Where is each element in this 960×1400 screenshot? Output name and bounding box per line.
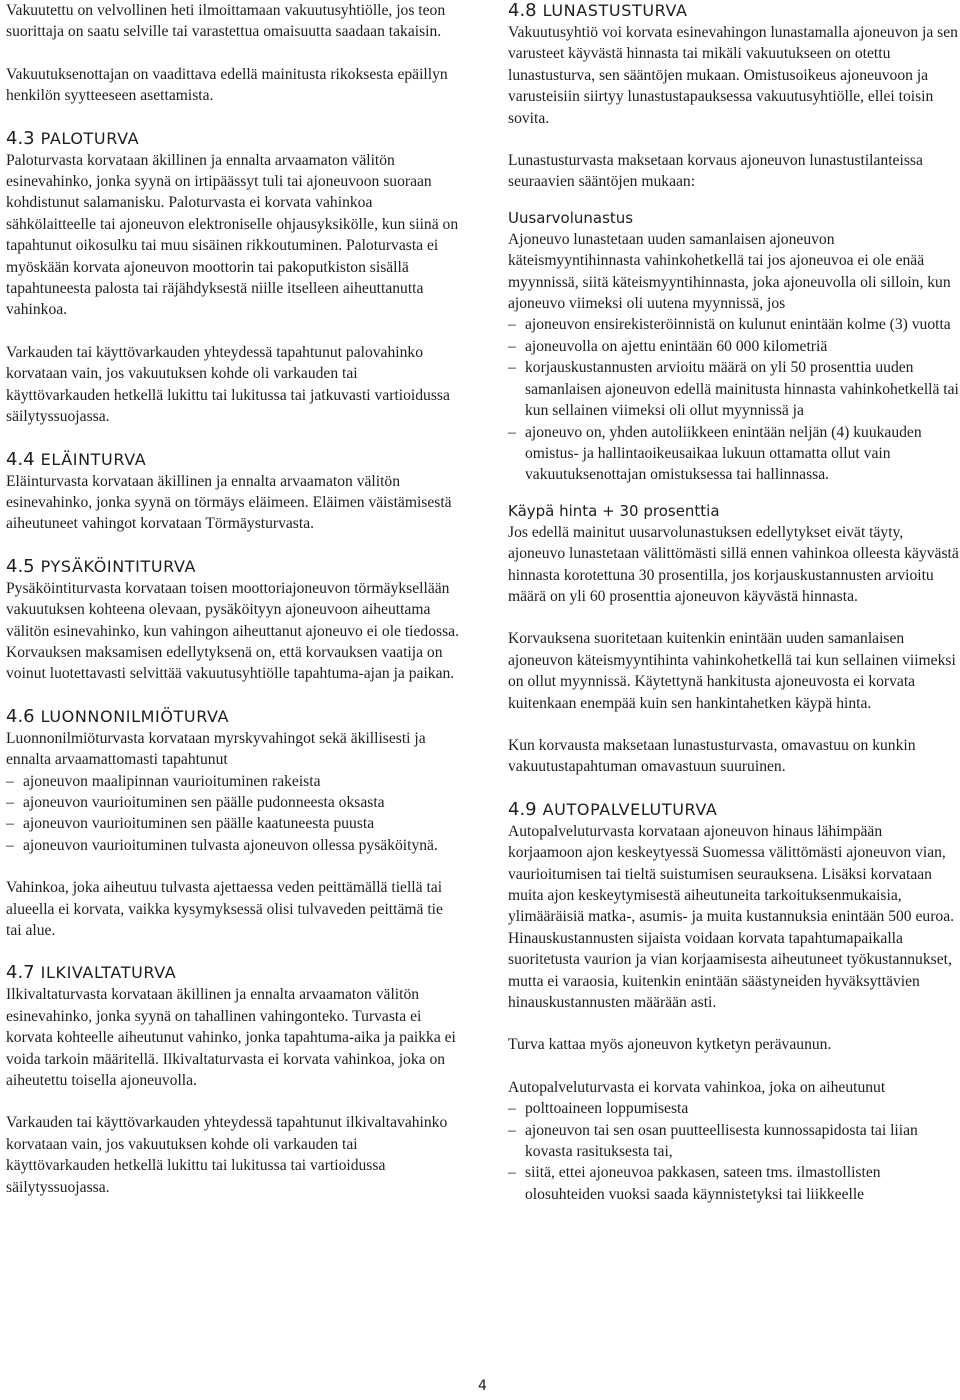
list-item: – korjauskustannusten arvioitu määrä on yli 50 prosenttia uuden samanlaisen ajoneuvon edellä mainitusta hinnasta vahinkohetkellä tai kun sellainen viimeksi oli ollut myynnissä ja xyxy=(508,357,960,421)
page-number: 4 xyxy=(478,1378,487,1394)
intro-paragraph-2: Vakuutuksenottajan on vaadittava edellä mainitusta rikoksesta epäillyn henkilön syytteeseen asettamista. xyxy=(6,65,448,105)
section-heading-4-6 xyxy=(6,706,461,728)
list-item: – ajoneuvon vaurioituminen tulvasta ajoneuvon ollessa pysäköitynä. xyxy=(6,835,461,856)
subheading-uusarvolunastus: Uusarvolunastus xyxy=(508,208,634,227)
section-heading-4-8 xyxy=(508,0,960,22)
section-number: 4.8 xyxy=(508,0,537,21)
uusarvolunastus-intro: Ajoneuvo lunastetaan uuden samanlaisen ajoneuvon käteismyyntihinnasta vahinkohetkellä tai jos ajoneuvoa ei ole enää myynnissä, siitä käteismyyntihinnasta, joka ajoneuvolla oli silloin, kun ajoneuvo viimeksi oli uutena myynnissä, jos xyxy=(508,230,951,313)
left-column xyxy=(6,0,461,1198)
section-number: 4.4 xyxy=(6,448,35,470)
list-item: – siitä, ettei ajoneuvoa pakkasen, sateen tms. ilmastollisten olosuhteiden vuoksi saada käynnistetyksi tai liikkeelle xyxy=(508,1162,960,1205)
section-4-9-list xyxy=(508,1098,960,1205)
list-item: – ajoneuvon maalipinnan vaurioituminen rakeista xyxy=(6,771,461,792)
right-column xyxy=(508,0,960,1205)
section-4-9-paragraph-3: Autopalveluturvasta ei korvata vahinkoa, joka on aiheutunut xyxy=(508,1078,886,1096)
section-4-8-paragraph-1: Vakuutusyhtiö voi korvata esinevahingon lunastamalla ajoneuvon ja sen varusteet käyvästä hinnasta tai mikäli vakuutukseen on otettu lunastusturva, sen sääntöjen mukaan. Omistusoikeus ajoneuvoon ja varusteisiin siirtyy lunastustapauksessa vakuutusyhtiölle, ellei toisin sovita. xyxy=(508,24,958,127)
section-title: PYSÄKÖINTITURVA xyxy=(40,556,197,576)
section-title: PALOTURVA xyxy=(40,128,140,148)
list-item: – ajoneuvon tai sen osan puutteellisesta kunnossapidosta tai liian kovasta rasituksesta tai, xyxy=(508,1120,960,1163)
list-item: – ajoneuvolla on ajettu enintään 60 000 kilometriä xyxy=(508,336,960,357)
section-4-6-list xyxy=(6,771,461,857)
list-item: – ajoneuvon ensirekisteröinnistä on kulunut enintään kolme (3) vuotta xyxy=(508,314,960,335)
section-title: ELÄINTURVA xyxy=(40,449,147,469)
section-title: AUTOPALVELUTURVA xyxy=(542,799,718,819)
section-title: ILKIVALTATURVA xyxy=(40,963,177,983)
intro-paragraph-1: Vakuutettu on velvollinen heti ilmoittamaan vakuutusyhtiölle, jos teon suorittaja on saatu selville tai varastettua omaisuutta saadaan takaisin. xyxy=(6,2,446,41)
section-4-8-paragraph-2: Lunastusturvasta maksetaan korvaus ajoneuvon lunastustilanteissa seuraavien sääntöjen mukaan: xyxy=(508,152,923,191)
section-4-6-intro: Luonnonilmiöturvasta korvataan myrskyvahingot sekä äkillisesti ja ennalta arvaamattomasti tapahtunut xyxy=(6,729,426,769)
kaypa-hinta-paragraph-3: Kun korvausta maksetaan lunastusturvasta, omavastuu on kunkin vakuutustapahtuman omavastuun suuruinen. xyxy=(508,736,916,776)
section-4-7-paragraph-2: Varkauden tai käyttövarkauden yhteydessä tapahtunut ilkivaltavahinko korvataan vain, jos vakuutuksen kohde oli varkauden tai käyttövarkauden hetkellä lukittu tai lukitussa tai vartioidussa säilytyssuojassa. xyxy=(6,1114,448,1196)
section-4-6-paragraph-2: Vahinkoa, joka aiheutuu tulvasta ajettaessa veden peittämällä tiellä tai alueella ei korvata, vaikka kysymyksessä olisi tulvaveden peittämä tie tai alue. xyxy=(6,879,443,939)
section-4-5-paragraph-1: Pysäköintiturvasta korvataan toisen moottoriajoneuvon törmäyksellään vakuutuksen kohteena olevaan, pysäköityyn ajoneuvoon aiheuttama välitön esinevahinko, kun vahingon aiheuttanut ajoneuvo ei ole tiedossa. Korvauksen maksamisen edellytyksenä on, että korvauksen vaatija on voinut luotettavasti selvittää vakuutusyhtiölle tapahtuma-ajan ja paikan. xyxy=(6,579,459,683)
section-heading-4-3 xyxy=(6,128,461,150)
section-heading-4-7 xyxy=(6,962,461,984)
kaypa-hinta-paragraph-2: Korvauksena suoritetaan kuitenkin enintään uuden samanlaisen ajoneuvon käteismyyntihinta vahinkohetkellä tai kun sellainen viimeksi on ollut myynnissä. Käytettynä hankitusta ajoneuvosta ei korvata kuitenkaan enempää kuin sen hankintahetken käypä hinta. xyxy=(508,630,956,712)
section-number: 4.3 xyxy=(6,127,35,149)
list-item: – ajoneuvo on, yhden autoliikkeen enintään neljän (4) kuukauden omistus- ja hallintaoikeusaikaa lukuun ottamatta ollut vain vakuutuksenottajan omistuksessa tai hallinnassa. xyxy=(508,422,960,486)
section-title: LUNASTUSTURVA xyxy=(542,1,688,20)
section-4-7-paragraph-1: Ilkivaltaturvasta korvataan äkillinen ja ennalta arvaamaton välitön esinevahinko, jonka syynä on tahallinen vahingonteko. Turvasta ei korvata kohteelle aiheutunut vahinko, jonka tapahtuma-aika ja paikka ei voida tarkoin määritellä. Ilkivaltaturvasta ei korvata vahinkoa, joka on aiheutettu toisella ajoneuvolla. xyxy=(6,986,456,1090)
section-number: 4.6 xyxy=(6,705,35,727)
section-4-9-paragraph-2: Turva kattaa myös ajoneuvon kytketyn perävaunun. xyxy=(508,1036,832,1054)
section-number: 4.9 xyxy=(508,798,537,820)
section-number: 4.5 xyxy=(6,555,35,577)
kaypa-hinta-paragraph-1: Jos edellä mainitut uusarvolunastuksen edellytykset eivät täyty, ajoneuvo lunastetaan välittömästi sillä ennen vahinkoa olleesta käyvästä hinnasta korotettuna 30 prosentilla, jos korjauskustannusten arvioitu määrä on yli 60 prosenttia ajoneuvon käyvästä hinnasta. xyxy=(508,523,959,605)
section-heading-4-4 xyxy=(6,449,461,471)
section-heading-4-5 xyxy=(6,556,461,578)
section-title: LUONNONILMIÖTURVA xyxy=(40,706,230,726)
list-item: – polttoaineen loppumisesta xyxy=(508,1098,960,1119)
list-item: – ajoneuvon vaurioituminen sen päälle pudonneesta oksasta xyxy=(6,792,461,813)
section-4-3-paragraph-2: Varkauden tai käyttövarkauden yhteydessä tapahtunut palovahinko korvataan vain, jos vakuutuksen kohde oli varkauden tai käyttövarkauden hetkellä lukittu tai lukitussa tai jatkuvasti vartioidussa säilytyssuojassa. xyxy=(6,343,450,426)
section-4-9-paragraph-1: Autopalveluturvasta korvataan ajoneuvon hinaus lähimpään korjaamoon ajon keskeytyessä Suomessa välittömästi ajoneuvon vian, vaurioitumisen tai tieltä suistumisen seurauksena. Lisäksi korvataan muita ajon keskeytymisestä aiheutuneita tarkoituksenmukaisia, ylimääräisiä matka-, asumis- ja muita kustannuksia enintään 500 euroa. Hinauskustannusten sijaista voidaan korvata tapahtumapaikalla suoritetusta vaurion ja vian korjaamisesta aiheutuneet työkustannukset, mutta ei varaosia, kuitenkin enintään säästyneiden hyväksyttävien hinauskustannusten määrään asti. xyxy=(508,822,955,1012)
section-4-3-paragraph-1: Paloturvasta korvataan äkillinen ja ennalta arvaamaton välitön esinevahinko, jonka syynä on irtipäässyt tuli tai ajoneuvoon suoraan kohdistunut salamanisku. Paloturvasta ei korvata vahinkoa sähkölaitteelle tai ajoneuvon elektroniselle ohjausyksikölle, kun siinä on tapahtunut oikosulku tai muu sisäinen rikkoutuminen. Paloturvasta ei myöskään korvata ajoneuvon moottorin tai pakoputkiston sisällä tapahtuneesta palosta tai räjähdyksestä niille itselleen aiheuttanutta vahinkoa. xyxy=(6,151,459,319)
section-4-4-paragraph-1: Eläinturvasta korvataan äkillinen ja ennalta arvaamaton välitön esinevahinko, jonka syynä on törmäys eläimeen. Eläimen väistämisestä aiheutuneet vahingot korvataan Törmäysturvasta. xyxy=(6,472,452,533)
list-item: – ajoneuvon vaurioituminen sen päälle kaatuneesta puusta xyxy=(6,813,461,834)
uusarvolunastus-list xyxy=(508,314,960,485)
section-heading-4-9 xyxy=(508,799,960,821)
section-number: 4.7 xyxy=(6,962,35,984)
subheading-kaypa-hinta: Käypä hinta + 30 prosenttia xyxy=(508,501,720,520)
